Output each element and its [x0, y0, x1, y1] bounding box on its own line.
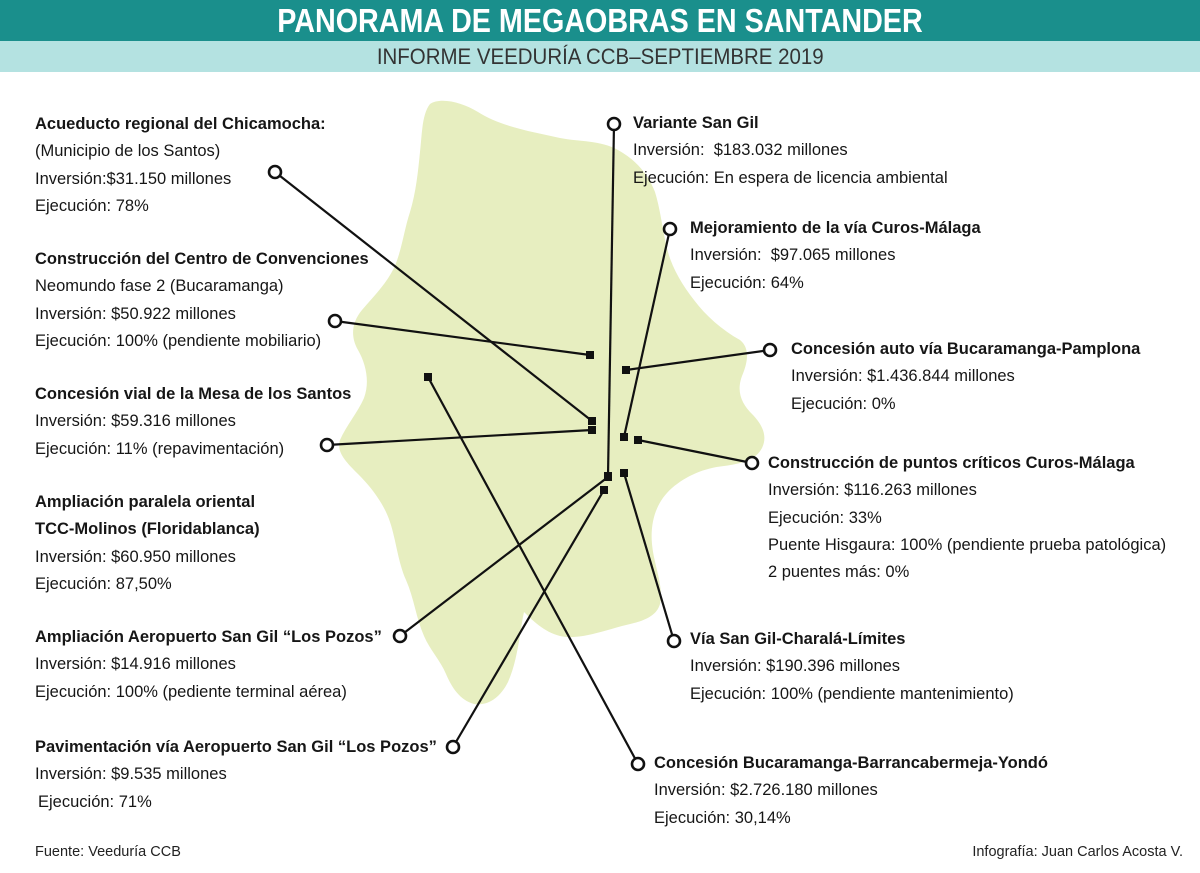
location-pin-variante-san-gil — [604, 472, 612, 480]
marker-ampliacion-aeropuerto — [394, 630, 406, 642]
project-title: Vía San Gil-Charalá-Límites — [690, 630, 906, 648]
project-acueducto-chicamocha — [35, 111, 326, 220]
investment-text: Inversión: $190.396 millones — [690, 657, 901, 676]
project-via-san-gil-charala — [690, 626, 1014, 708]
execution-text: Ejecución: 0% — [791, 394, 896, 413]
project-ampliacion-paralela-oriental — [35, 489, 260, 598]
project-title: Concesión auto vía Bucaramanga-Pamplona — [791, 340, 1141, 358]
location-pin-san-gil-charala — [620, 469, 628, 477]
execution-text: Ejecución: 100% (pediente terminal aérea) — [35, 682, 347, 701]
marker-barrancabermeja-yondo — [632, 758, 644, 770]
execution-text: Ejecución: En espera de licencia ambiental — [633, 168, 948, 187]
marker-san-gil-charala — [668, 635, 680, 647]
status-note: Puente Hisgaura: 100% (pendiente prueba patológica) — [768, 535, 1167, 554]
location-pin-curos-malaga — [620, 433, 628, 441]
project-puntos-criticos-curos-malaga — [768, 450, 1166, 586]
marker-bucaramanga-pamplona — [764, 344, 776, 356]
project-title: Construcción del Centro de Convenciones — [35, 250, 369, 268]
project-ampliacion-aeropuerto-san-gil — [35, 624, 382, 706]
project-title: Mejoramiento de la vía Curos-Málaga — [690, 219, 981, 237]
investment-text: Inversión: $1.436.844 millones — [791, 367, 1015, 386]
investment-text: Inversión: $59.316 millones — [35, 412, 236, 431]
investment-text: Inversión: $60.950 millones — [35, 547, 236, 566]
marker-variante-san-gil — [608, 118, 620, 130]
marker-curos-malaga — [664, 223, 676, 235]
execution-text: Ejecución: 87,50% — [35, 574, 172, 593]
location-pin-centro-convenciones — [586, 351, 594, 359]
project-title: Acueducto regional del Chicamocha: — [35, 115, 326, 133]
investment-text: Inversión: $183.032 millones — [633, 141, 848, 160]
project-concesion-barrancabermeja-yondo — [654, 750, 1048, 832]
execution-text: Ejecución: 100% (pendiente mobiliario) — [35, 331, 322, 350]
marker-pavimentacion-aeropuerto — [447, 741, 459, 753]
execution-text: Ejecución: 100% (pendiente mantenimiento) — [690, 684, 1014, 703]
page-title: PANORAMA DE MEGAOBRAS EN SANTANDER — [277, 2, 923, 39]
project-mesa-de-los-santos — [35, 381, 351, 463]
project-title: Ampliación Aeropuerto San Gil “Los Pozos” — [35, 628, 382, 646]
investment-text: Inversión: $9.535 millones — [35, 765, 227, 784]
project-title: Variante San Gil — [633, 114, 759, 132]
location-pin-bucaramanga-pamplona — [622, 366, 630, 374]
location-pin-barrancabermeja-yondo — [424, 373, 432, 381]
execution-text: Ejecución: 11% (repavimentación) — [35, 439, 285, 458]
location-pin-mesa-de-los-santos — [588, 426, 596, 434]
investment-text: Inversión: $14.916 millones — [35, 655, 236, 674]
project-title: Ampliación paralela oriental — [35, 493, 256, 511]
investment-text: Inversión: $50.922 millones — [35, 304, 236, 323]
page-subtitle: INFORME VEEDURÍA CCB–SEPTIEMBRE 2019 — [376, 44, 824, 69]
status-note: 2 puentes más: 0% — [768, 563, 910, 582]
project-title: Concesión vial de la Mesa de los Santos — [35, 385, 352, 403]
location-pin-pavimentacion-aeropuerto — [600, 486, 608, 494]
execution-text: Ejecución: 78% — [35, 196, 149, 215]
execution-text: Ejecución: 71% — [38, 792, 152, 811]
project-autovia-bucaramanga-pamplona — [791, 336, 1140, 418]
project-title: Concesión Bucaramanga-Barrancabermeja-Yondó — [654, 754, 1048, 772]
author-credit: Infografía: Juan Carlos Acosta V. — [972, 844, 1183, 860]
execution-text: Ejecución: 33% — [768, 508, 882, 527]
project-pavimentacion-via-aeropuerto — [35, 734, 437, 816]
project-title-continued: TCC-Molinos (Floridablanca) — [35, 520, 260, 539]
location-pin-acueducto — [588, 417, 596, 425]
project-title: Pavimentación vía Aeropuerto San Gil “Los Pozos” — [35, 738, 437, 756]
investment-text: Inversión: $116.263 millones — [768, 481, 977, 500]
investment-text: Inversión:$31.150 millones — [35, 169, 232, 188]
project-variante-san-gil — [633, 110, 948, 192]
execution-text: Ejecución: 30,14% — [654, 808, 791, 827]
marker-puntos-criticos — [746, 457, 758, 469]
investment-text: Inversión: $2.726.180 millones — [654, 781, 878, 800]
location-pin-puntos-criticos — [634, 436, 642, 444]
project-centro-convenciones — [35, 246, 369, 355]
location-note: Neomundo fase 2 (Bucaramanga) — [35, 277, 284, 296]
project-title: Construcción de puntos críticos Curos-Málaga — [768, 454, 1135, 472]
investment-text: Inversión: $97.065 millones — [690, 246, 896, 265]
location-note: (Municipio de los Santos) — [35, 142, 221, 161]
project-via-curos-malaga — [690, 215, 981, 297]
execution-text: Ejecución: 64% — [690, 273, 804, 292]
source-credit: Fuente: Veeduría CCB — [35, 844, 181, 860]
